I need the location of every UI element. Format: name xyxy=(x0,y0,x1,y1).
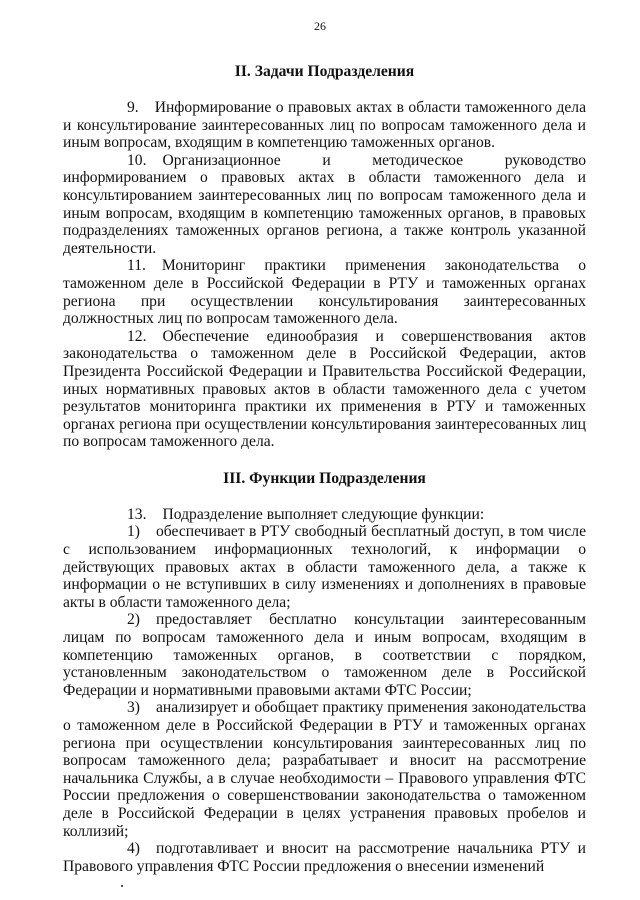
function-item-1 xyxy=(63,523,586,611)
function-item-4 xyxy=(63,840,586,875)
paragraph-9 xyxy=(63,99,586,152)
item-text: подготавливает и вносит на рассмотрение начальника РТУ и Правового управления ФТС России предложения о внесении изменений xyxy=(63,840,586,875)
paragraph-number: 11. xyxy=(127,257,146,275)
paragraph-text: Информирование о правовых актах в области таможенного дела и консультирование заинтересованных лиц по вопросам таможенного дела и иным вопросам, входящим в компетенцию таможенных органов. xyxy=(63,99,586,152)
scan-speck xyxy=(121,885,123,887)
paragraph-number: 9. xyxy=(127,99,139,116)
paragraph-number: 10. xyxy=(127,151,147,169)
item-number: 3) xyxy=(127,699,140,717)
paragraph-12 xyxy=(63,328,586,451)
item-number: 4) xyxy=(127,840,140,858)
item-text: предоставляет бесплатно консультации заинтересованным лицам по вопросам таможенного дела и иным вопросам, входящим в компетенцию таможенных органов, в соответствии с порядком, установленным законодательством о таможенном деле в Российской Федерации и нормативными правовыми актами ФТС России; xyxy=(63,611,586,699)
section-2-title: II. Задачи Подразделения xyxy=(234,63,415,80)
document-body xyxy=(63,62,586,875)
paragraph-11 xyxy=(63,257,586,327)
item-text: анализирует и обобщает практику применения законодательства о таможенном деле в Российской Федерации в РТУ и таможенных органах региона при осуществлении консультирования заинтересованных лиц по вопросам таможенного дела; разрабатывает и вносит на рассмотрение начальника Службы, а в случае необходимости – Правового управления ФТС России предложения о совершенствовании законодательства о таможенном деле в Российской Федерации в целях устранения правовых пробелов и коллизий; xyxy=(63,699,586,840)
item-number: 1) xyxy=(127,523,140,541)
paragraph-text: Подразделение выполняет следующие функции: xyxy=(162,505,485,523)
paragraph-13 xyxy=(63,506,586,524)
paragraph-text: Обеспечение единообразия и совершенствования актов законодательства о таможенном деле в Российской Федерации, актов Президента Российской Федерации и Правительства Российской Федерации, иных нормативных правовых актов в области таможенного дела с учетом результатов мониторинга практики их применения в РТУ и таможенных органах региона при осуществлении консультирования заинтересованных лиц по вопросам таможенного дела. xyxy=(63,327,586,451)
paragraph-number: 12. xyxy=(127,327,147,345)
paragraph-10 xyxy=(63,152,586,258)
section-3-title: III. Функции Подразделения xyxy=(223,469,426,487)
paragraph-text: Мониторинг практики применения законодательства о таможенном деле в Российской Федерации в РТУ и таможенных органах региона при осуществлении консультирования заинтересованных должностных лиц по вопросам таможенного дела. xyxy=(63,257,586,328)
paragraph-number: 13. xyxy=(127,505,147,523)
item-text: обеспечивает в РТУ свободный бесплатный доступ, в том числе с использованием информационных технологий, к информации о действующих правовых актах в области таможенного дела, а также к информации о не вступивших в силу изменениях и дополнениях в правовые акты в области таможенного дела; xyxy=(63,523,586,611)
item-number: 2) xyxy=(127,611,140,629)
function-item-3 xyxy=(63,699,586,840)
paragraph-text: Организационное и методическое руководство информированием о правовых актах в области таможенного дела и консультированием заинтересованных лиц по вопросам таможенного дела и иным вопросам, входящим в компетенцию таможенных органов, в правовых подразделениях таможенных органов региона, а также контроль указанной деятельности. xyxy=(63,151,586,257)
page-number: 26 xyxy=(314,19,326,33)
function-item-2 xyxy=(63,611,586,699)
